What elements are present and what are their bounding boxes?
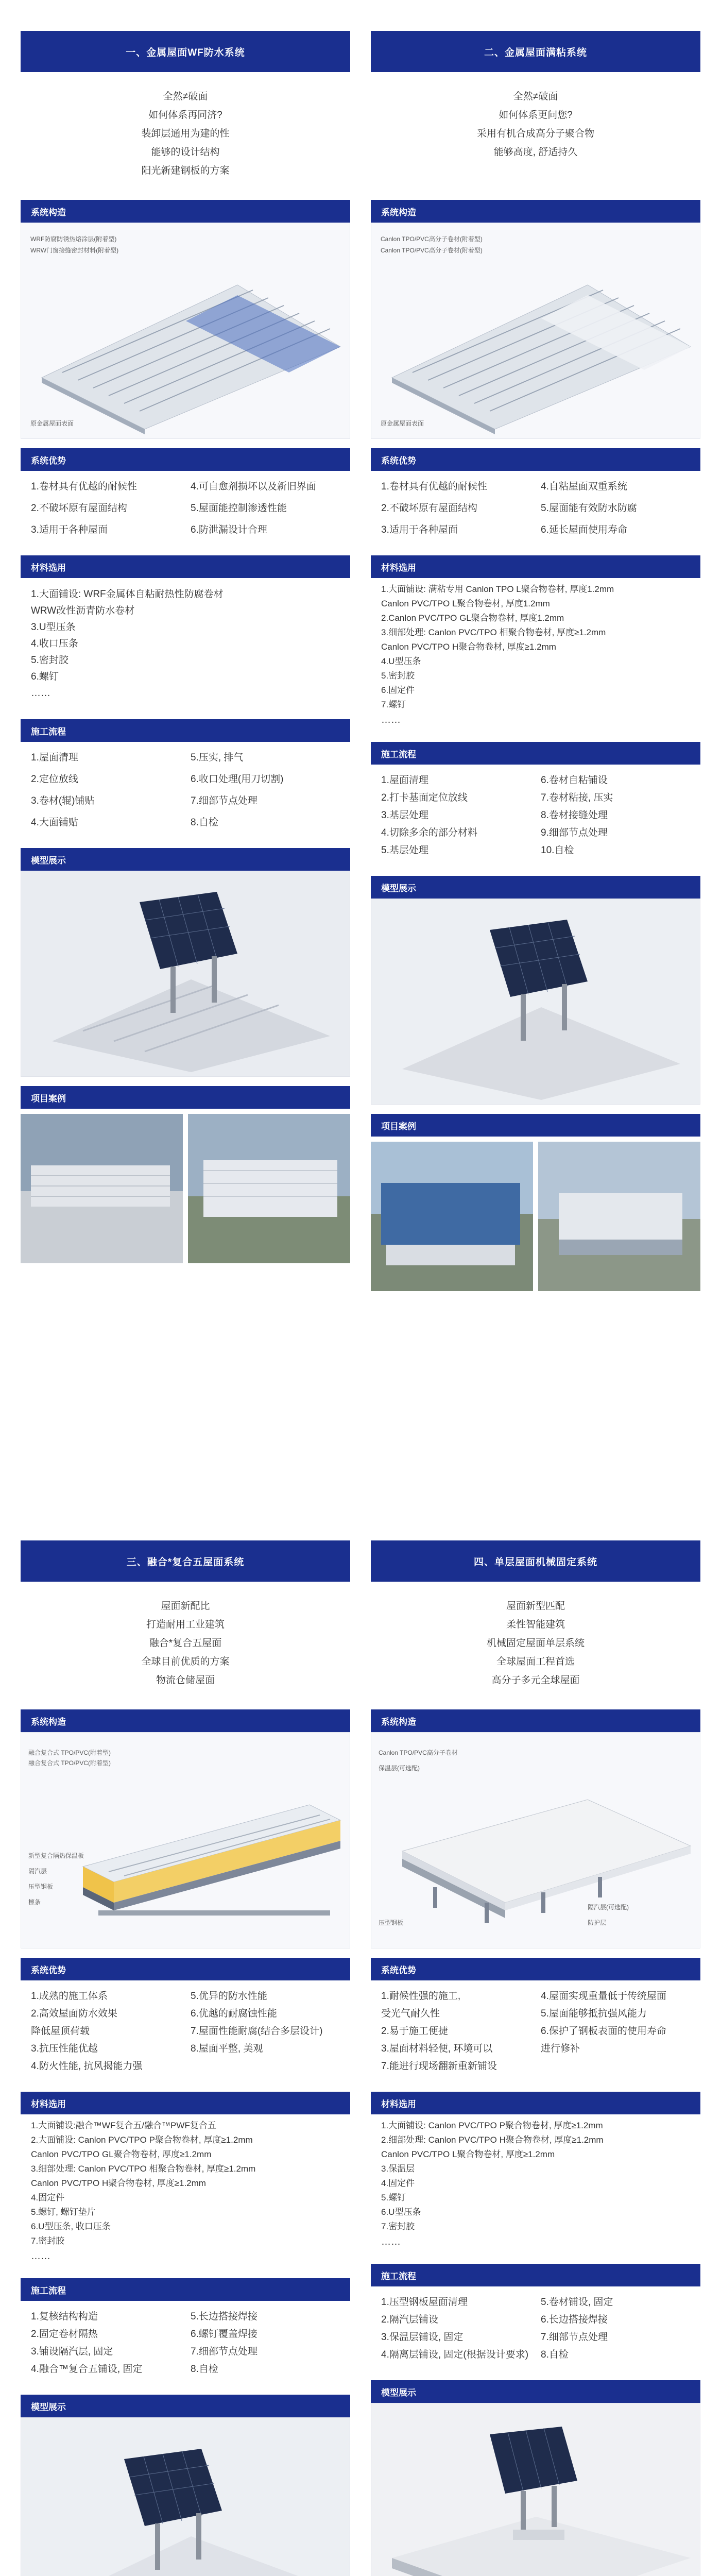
materials-list — [371, 578, 700, 733]
advantages-list — [21, 471, 350, 546]
caption: 隔汽层 — [28, 1868, 47, 1875]
material-item: 1.大面铺设: Canlon PVC/TPO P聚合物卷材, 厚度≥1.2mm — [381, 2121, 603, 2130]
advantages-list — [21, 1980, 350, 2082]
intro-line: 高分子多元全球屋面 — [491, 1675, 580, 1686]
advantage-item: 3.屋面材料轻便, 环境可以 — [381, 2043, 493, 2054]
advantage-item: 进行修补 — [541, 2043, 580, 2054]
materials-list — [371, 2114, 700, 2255]
advantage-item: 1.卷材具有优越的耐候性 — [31, 481, 137, 492]
caption: WRW门窗接缝密封材料(附着型) — [30, 247, 119, 254]
material-more: …… — [381, 2236, 401, 2247]
materials-header: 材料选用 — [371, 2092, 700, 2114]
intro-line: 全球屋面工程首选 — [496, 1656, 575, 1667]
model-header: 模型展示 — [21, 848, 350, 871]
caption: 保温层(可选配) — [379, 1765, 420, 1772]
process-step: 2.固定卷材隔热 — [31, 2329, 98, 2340]
material-item: 3.保温层 — [381, 2164, 415, 2174]
process-step: 8.卷材接缝处理 — [541, 810, 608, 821]
advantage-item: 4.屋面实现重量低于传统屋面 — [541, 1991, 666, 2002]
process-header: 施工流程 — [371, 2264, 700, 2286]
material-item: 5.螺钉 — [381, 2193, 406, 2202]
model-header: 模型展示 — [21, 2395, 350, 2417]
caption: 融合复合式 TPO/PVC(附着型) — [28, 1749, 111, 1756]
process-step: 6.收口处理(用刀切割) — [191, 774, 284, 785]
case-photo — [538, 1142, 700, 1291]
advantage-item: 1.成熟的施工体系 — [31, 1991, 108, 2002]
intro-line: 全然≠破面 — [513, 91, 558, 102]
material-item: WRW改性沥青防水卷材 — [31, 605, 135, 616]
material-item: 6.U型压条 — [381, 2207, 421, 2217]
advantage-item: 2.不破坏原有屋面结构 — [381, 503, 477, 514]
process-step: 4.隔离层铺设, 固定(根据设计要求) — [381, 2349, 529, 2360]
process-step: 2.打卡基面定位放线 — [381, 792, 468, 803]
material-item: 6.U型压条, 收口压条 — [31, 2222, 111, 2231]
intro-line: 融合*复合五屋面 — [149, 1638, 222, 1649]
advantage-item: 降低屋顶荷载 — [31, 2026, 90, 2037]
material-item: 6.固定件 — [381, 685, 415, 695]
system-4-intro — [371, 1582, 700, 1700]
caption: Canlon TPO/PVC高分子卷材 — [379, 1749, 458, 1756]
intro-line: 机械固定屋面单层系统 — [486, 1638, 585, 1649]
caption: 压型钢板 — [28, 1883, 54, 1890]
cases-header: 项目案例 — [21, 1086, 350, 1109]
caption: 融合复合式 TPO/PVC(附着型) — [28, 1759, 111, 1767]
materials-header: 材料选用 — [21, 555, 350, 578]
process-step: 10.自检 — [541, 845, 574, 856]
advantages-header: 系统优势 — [371, 448, 700, 471]
process-list — [371, 2286, 700, 2371]
advantage-item: 7.能进行现场翻新重新铺设 — [381, 2061, 497, 2072]
process-step: 1.复核结构构造 — [31, 2311, 98, 2322]
process-step: 6.卷材自粘铺设 — [541, 775, 608, 786]
intro-line: 全然≠破面 — [163, 91, 208, 102]
structure-header: 系统构造 — [371, 200, 700, 223]
process-step: 5.压实, 排气 — [191, 752, 244, 763]
intro-line: 屋面新配比 — [161, 1601, 210, 1612]
intro-line: 如何体系更问您? — [499, 110, 573, 121]
advantage-item: 6.优越的耐腐蚀性能 — [191, 2008, 277, 2019]
case-photos — [21, 1114, 350, 1263]
process-step: 3.保温层铺设, 固定 — [381, 2332, 464, 2343]
material-item: 1.大面铺设:融合™WF复合五/融合™PWF复合五 — [31, 2121, 216, 2130]
caption: 新型复合隔热保温板 — [28, 1852, 84, 1859]
process-step: 6.长边搭接焊接 — [541, 2314, 608, 2325]
advantage-item: 5.屋面能有效防水防腐 — [541, 503, 637, 514]
process-step: 1.屋面清理 — [31, 752, 78, 763]
system-1-card — [21, 31, 350, 1263]
process-step: 7.卷材粘接, 压实 — [541, 792, 613, 803]
advantage-item: 3.抗压性能优越 — [31, 2043, 98, 2054]
process-step: 9.细部节点处理 — [541, 827, 608, 838]
process-step: 7.细部节点处理 — [191, 795, 258, 806]
case-photo — [21, 1114, 183, 1263]
material-item: Canlon PVC/TPO H聚合物卷材, 厚度≥1.2mm — [31, 2178, 206, 2188]
material-item: 7.密封胶 — [31, 2236, 65, 2246]
advantages-list — [371, 1980, 700, 2082]
process-step: 5.基层处理 — [381, 845, 428, 856]
process-step: 2.定位放线 — [31, 774, 78, 785]
material-more: …… — [31, 2251, 50, 2262]
materials-header: 材料选用 — [371, 555, 700, 578]
materials-list — [21, 578, 350, 710]
process-step: 4.切除多余的部分材料 — [381, 827, 477, 838]
advantage-item: 3.适用于各种屋面 — [381, 524, 458, 535]
mechanical-fix-illustration — [371, 1733, 701, 1949]
model-header: 模型展示 — [371, 876, 700, 899]
advantage-item: 8.屋面平整, 美观 — [191, 2043, 263, 2054]
structure-header: 系统构造 — [371, 1709, 700, 1732]
solar-roof-model-illustration — [21, 871, 350, 1077]
process-step: 3.基层处理 — [381, 810, 428, 821]
material-more: …… — [381, 715, 401, 725]
material-item: 4.U型压条 — [381, 656, 421, 666]
intro-line: 物流仓储屋面 — [156, 1675, 215, 1686]
advantage-item: 2.不破坏原有屋面结构 — [31, 503, 127, 514]
structure-diagram — [371, 1732, 700, 1948]
system-2-card — [371, 31, 700, 1291]
intro-line: 阳光新建钢板的方案 — [141, 165, 230, 176]
advantage-item: 4.自粘屋面双重系统 — [541, 481, 627, 492]
advantage-item: 2.高效屋面防水效果 — [31, 2008, 117, 2019]
material-item: 1.大面铺设: 满粘专用 Canlon TPO L聚合物卷材, 厚度1.2mm — [381, 584, 614, 594]
advantage-item: 7.屋面性能耐腐(结合多层设计) — [191, 2026, 323, 2037]
process-step: 8.自检 — [541, 2349, 569, 2360]
model-image — [21, 2417, 350, 2576]
advantages-header: 系统优势 — [21, 448, 350, 471]
structure-diagram — [371, 223, 700, 439]
system-2-title: 二、金属屋面满粘系统 — [371, 31, 700, 72]
intro-line: 能够高度, 舒适持久 — [493, 147, 578, 158]
caption: Canlon TPO/PVC高分子卷材(附着型) — [381, 247, 483, 254]
process-step: 5.长边搭接焊接 — [191, 2311, 258, 2322]
system-3-title: 三、融合*复合五屋面系统 — [21, 1540, 350, 1582]
process-step: 3.铺设隔汽层, 固定 — [31, 2346, 113, 2357]
system-1-intro — [21, 72, 350, 191]
solar-roof-model-illustration — [371, 2403, 700, 2576]
process-list — [21, 742, 350, 839]
materials-list — [21, 2114, 350, 2269]
structure-header: 系统构造 — [21, 200, 350, 223]
process-step: 3.卷材(辊)铺贴 — [31, 795, 95, 806]
cases-header: 项目案例 — [371, 1114, 700, 1137]
material-item: Canlon PVC/TPO H聚合物卷材, 厚度≥1.2mm — [381, 642, 556, 652]
intro-line: 全球目前优质的方案 — [141, 1656, 230, 1667]
intro-line: 如何体系再同济? — [148, 110, 222, 121]
advantage-item: 5.屋面能够抵抗强风能力 — [541, 2008, 647, 2019]
structure-header: 系统构造 — [21, 1709, 350, 1732]
system-4-card — [371, 1540, 700, 2576]
advantages-header: 系统优势 — [371, 1958, 700, 1980]
material-item: 2.Canlon PVC/TPO GL聚合物卷材, 厚度1.2mm — [381, 613, 564, 623]
material-item: 4.固定件 — [381, 2178, 415, 2188]
intro-line: 采用有机合成高分子聚合物 — [476, 128, 594, 139]
system-4-title: 四、单层屋面机械固定系统 — [371, 1540, 700, 1582]
process-step: 1.屋面清理 — [381, 775, 428, 786]
process-list — [21, 2301, 350, 2385]
structure-diagram — [21, 223, 350, 439]
process-step: 4.融合™复合五铺设, 固定 — [31, 2364, 143, 2375]
case-photo — [371, 1142, 533, 1291]
advantage-item: 4.防火性能, 抗风揭能力强 — [31, 2061, 143, 2072]
material-more: …… — [31, 688, 50, 699]
advantage-item: 5.优异的防水性能 — [191, 1991, 267, 2002]
caption: 檩条 — [28, 1899, 41, 1906]
process-step: 5.卷材铺设, 固定 — [541, 2297, 613, 2308]
advantage-item: 1.耐候性强的施工, — [381, 1991, 461, 2002]
material-item: Canlon PVC/TPO L聚合物卷材, 厚度1.2mm — [381, 599, 550, 608]
process-step: 7.细部节点处理 — [191, 2346, 258, 2357]
advantages-list — [371, 471, 700, 546]
material-item: 7.密封胶 — [381, 2222, 415, 2231]
intro-line: 能够的设计结构 — [151, 147, 220, 158]
process-step: 4.大面铺贴 — [31, 817, 78, 828]
advantages-header: 系统优势 — [21, 1958, 350, 1980]
material-item: 3.U型压条 — [31, 622, 76, 633]
model-image — [371, 899, 700, 1105]
process-step: 7.细部节点处理 — [541, 2332, 608, 2343]
process-header: 施工流程 — [21, 2278, 350, 2301]
material-item: 2.大面铺设: Canlon PVC/TPO P聚合物卷材, 厚度≥1.2mm — [31, 2135, 253, 2145]
process-step: 1.压型钢板屋面清理 — [381, 2297, 468, 2308]
advantage-item: 6.延长屋面使用寿命 — [541, 524, 627, 535]
caption: 压型钢板 — [379, 1919, 404, 1926]
process-step: 6.螺钉覆盖焊接 — [191, 2329, 258, 2340]
structure-diagram — [21, 1732, 350, 1948]
caption: 隔汽层(可选配) — [588, 1904, 629, 1911]
caption: Canlon TPO/PVC高分子卷材(附着型) — [381, 235, 483, 243]
system-1-title: 一、金属屋面WF防水系统 — [21, 31, 350, 72]
material-item: 3.细部处理: Canlon PVC/TPO 相聚合物卷材, 厚度≥1.2mm — [31, 2164, 256, 2174]
material-item: 1.大面铺设: WRF金属体自粘耐热性防腐卷材 — [31, 589, 224, 600]
material-item: 4.固定件 — [31, 2193, 65, 2202]
model-image — [371, 2403, 700, 2576]
advantage-item: 4.可自愈剂损坏以及新旧界面 — [191, 481, 316, 492]
roof-structure-illustration — [21, 223, 351, 439]
model-image — [21, 871, 350, 1077]
intro-line: 装卸层通用为建的性 — [141, 128, 230, 139]
intro-line: 柔性智能建筑 — [506, 1619, 565, 1630]
intro-line: 打造耐用工业建筑 — [146, 1619, 225, 1630]
roof-structure-illustration — [371, 223, 701, 439]
system-2-intro — [371, 72, 700, 191]
caption: WRF防腐防锈热熔涂层(附着型) — [30, 235, 117, 243]
material-item: 7.螺钉 — [381, 700, 406, 709]
system-3-intro — [21, 1582, 350, 1700]
solar-roof-model-illustration — [21, 2418, 350, 2576]
advantage-item: 1.卷材具有优越的耐候性 — [381, 481, 487, 492]
caption: 原金属屋面表面 — [381, 420, 424, 427]
model-header: 模型展示 — [371, 2380, 700, 2403]
intro-line: 屋面新型匹配 — [506, 1601, 565, 1612]
process-step: 8.自检 — [191, 2364, 218, 2375]
material-item: Canlon PVC/TPO L聚合物卷材, 厚度≥1.2mm — [381, 2149, 555, 2159]
process-header: 施工流程 — [371, 742, 700, 765]
advantage-item: 2.易于施工便捷 — [381, 2026, 448, 2037]
caption: 防护层 — [588, 1919, 607, 1926]
material-item: 5.密封胶 — [31, 655, 68, 666]
process-step: 8.自检 — [191, 817, 218, 828]
system-3-card — [21, 1540, 350, 2576]
advantage-item: 5.屋面能控制渗透性能 — [191, 503, 287, 514]
caption: 原金属屋面表面 — [30, 420, 74, 427]
material-item: 4.收口压条 — [31, 638, 78, 649]
advantage-item: 6.防泄漏设计合理 — [191, 524, 267, 535]
material-item: Canlon PVC/TPO GL聚合物卷材, 厚度≥1.2mm — [31, 2149, 212, 2159]
material-item: 3.细部处理: Canlon PVC/TPO 相聚合物卷材, 厚度≥1.2mm — [381, 628, 606, 637]
material-item: 5.螺钉, 螺钉垫片 — [31, 2207, 96, 2217]
advantage-item: 3.适用于各种屋面 — [31, 524, 108, 535]
case-photo — [188, 1114, 350, 1263]
case-photos — [371, 1142, 700, 1291]
material-item: 5.密封胶 — [381, 671, 415, 681]
solar-roof-model-illustration — [371, 899, 700, 1105]
process-header: 施工流程 — [21, 719, 350, 742]
process-list — [371, 765, 700, 867]
materials-header: 材料选用 — [21, 2092, 350, 2114]
advantage-item: 受光气耐久性 — [381, 2008, 440, 2019]
material-item: 6.螺钉 — [31, 671, 59, 682]
advantage-item: 6.保护了钢板表面的使用寿命 — [541, 2026, 666, 2037]
process-step: 2.隔汽层铺设 — [381, 2314, 438, 2325]
material-item: 2.细部处理: Canlon PVC/TPO H聚合物卷材, 厚度≥1.2mm — [381, 2135, 604, 2145]
